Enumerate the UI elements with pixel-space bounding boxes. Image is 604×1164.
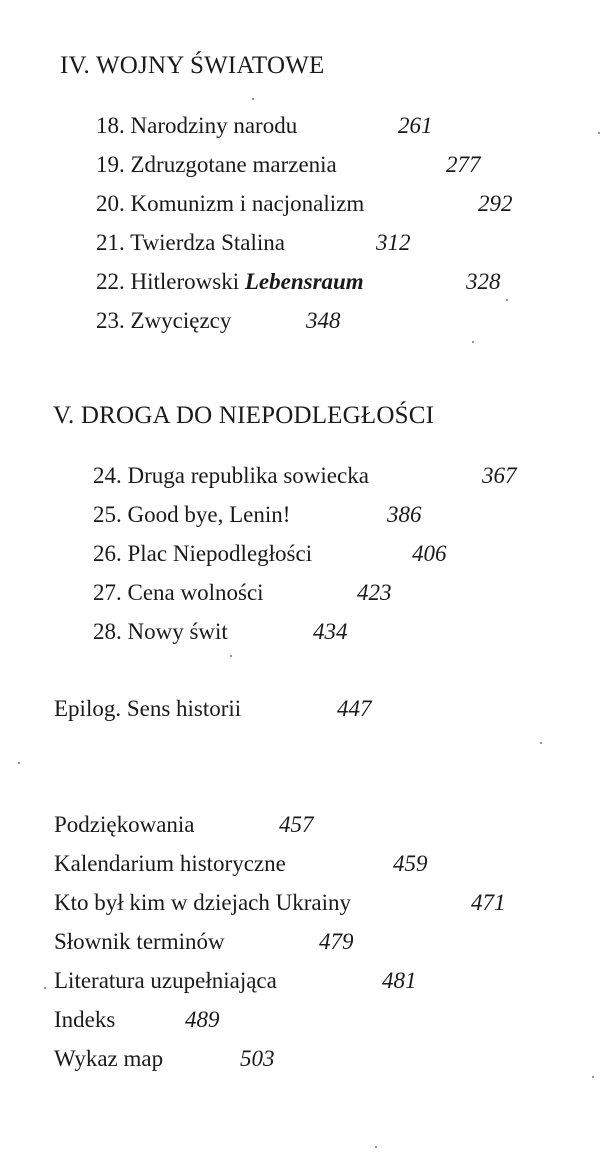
toc-entry-22-emphasis: Lebensraum <box>244 269 364 294</box>
scan-speck <box>252 98 254 100</box>
scan-speck <box>598 132 600 134</box>
scan-speck <box>506 299 508 301</box>
scan-speck <box>540 742 542 744</box>
toc-back-podziekowania-label[interactable]: Podziękowania <box>54 812 195 837</box>
toc-entry-19-page[interactable]: 277 <box>446 152 481 177</box>
toc-epilog-label[interactable]: Epilog. Sens historii <box>54 696 242 721</box>
toc-entry-28-label[interactable]: 28. Nowy świt <box>93 619 228 644</box>
section-title-v: V. DROGA DO NIEPODLEGŁOŚCI <box>53 402 435 429</box>
toc-back-kalendarium-page[interactable]: 459 <box>393 851 428 876</box>
toc-entry-25-page[interactable]: 386 <box>387 502 422 527</box>
toc-back-literatura-page[interactable]: 481 <box>382 968 417 993</box>
toc-epilog-page[interactable]: 447 <box>337 696 372 721</box>
toc-back-slownik-page[interactable]: 479 <box>319 929 354 954</box>
toc-entry-26-page[interactable]: 406 <box>412 541 447 566</box>
toc-back-wykaz-map-page[interactable]: 503 <box>240 1046 275 1071</box>
section-title-iv: IV. WOJNY ŚWIATOWE <box>60 52 325 79</box>
toc-entry-28-page[interactable]: 434 <box>313 619 348 644</box>
scan-speck <box>375 1146 377 1148</box>
toc-entry-22-label[interactable] <box>96 269 364 295</box>
scan-speck <box>592 1076 594 1078</box>
toc-entry-23-label[interactable]: 23. Zwycięzcy <box>96 308 232 333</box>
toc-entry-24-label[interactable]: 24. Druga republika sowiecka <box>93 463 369 488</box>
toc-entry-20-page[interactable]: 292 <box>478 191 513 216</box>
scan-speck <box>230 655 232 657</box>
toc-back-indeks-page[interactable]: 489 <box>185 1007 220 1032</box>
toc-entry-24-page[interactable]: 367 <box>482 463 517 488</box>
toc-back-podziekowania-page[interactable]: 457 <box>279 812 314 837</box>
toc-entry-18-label[interactable]: 18. Narodziny narodu <box>96 113 298 138</box>
toc-entry-27-page[interactable]: 423 <box>357 580 392 605</box>
scan-speck <box>44 987 46 989</box>
toc-entry-26-label[interactable]: 26. Plac Niepodległości <box>93 541 313 566</box>
toc-back-slownik-label[interactable]: Słownik terminów <box>54 929 225 954</box>
toc-back-kto-byl-kim-page[interactable]: 471 <box>471 890 506 915</box>
toc-entry-23-page[interactable]: 348 <box>306 308 341 333</box>
toc-back-indeks-label[interactable]: Indeks <box>54 1007 116 1032</box>
toc-back-literatura-label[interactable]: Literatura uzupełniająca <box>54 968 277 993</box>
toc-entry-19-label[interactable]: 19. Zdruzgotane marzenia <box>96 152 337 177</box>
toc-back-wykaz-map-label[interactable]: Wykaz map <box>54 1046 164 1071</box>
toc-entry-21-page[interactable]: 312 <box>376 230 411 255</box>
toc-back-kalendarium-label[interactable]: Kalendarium historyczne <box>54 851 286 876</box>
toc-entry-21-label[interactable]: 21. Twierdza Stalina <box>96 230 285 255</box>
scan-speck <box>18 762 20 764</box>
toc-entry-18-page[interactable]: 261 <box>398 113 433 138</box>
toc-entry-20-label[interactable]: 20. Komunizm i nacjonalizm <box>96 191 365 216</box>
toc-entry-27-label[interactable]: 27. Cena wolności <box>93 580 264 605</box>
toc-back-kto-byl-kim-label[interactable]: Kto był kim w dziejach Ukrainy <box>54 890 352 915</box>
toc-entry-22-text: 22. Hitlerowski <box>96 269 245 294</box>
toc-entry-22-page[interactable]: 328 <box>466 269 501 294</box>
scan-speck <box>472 341 474 343</box>
toc-entry-25-label[interactable]: 25. Good bye, Lenin! <box>93 502 291 527</box>
